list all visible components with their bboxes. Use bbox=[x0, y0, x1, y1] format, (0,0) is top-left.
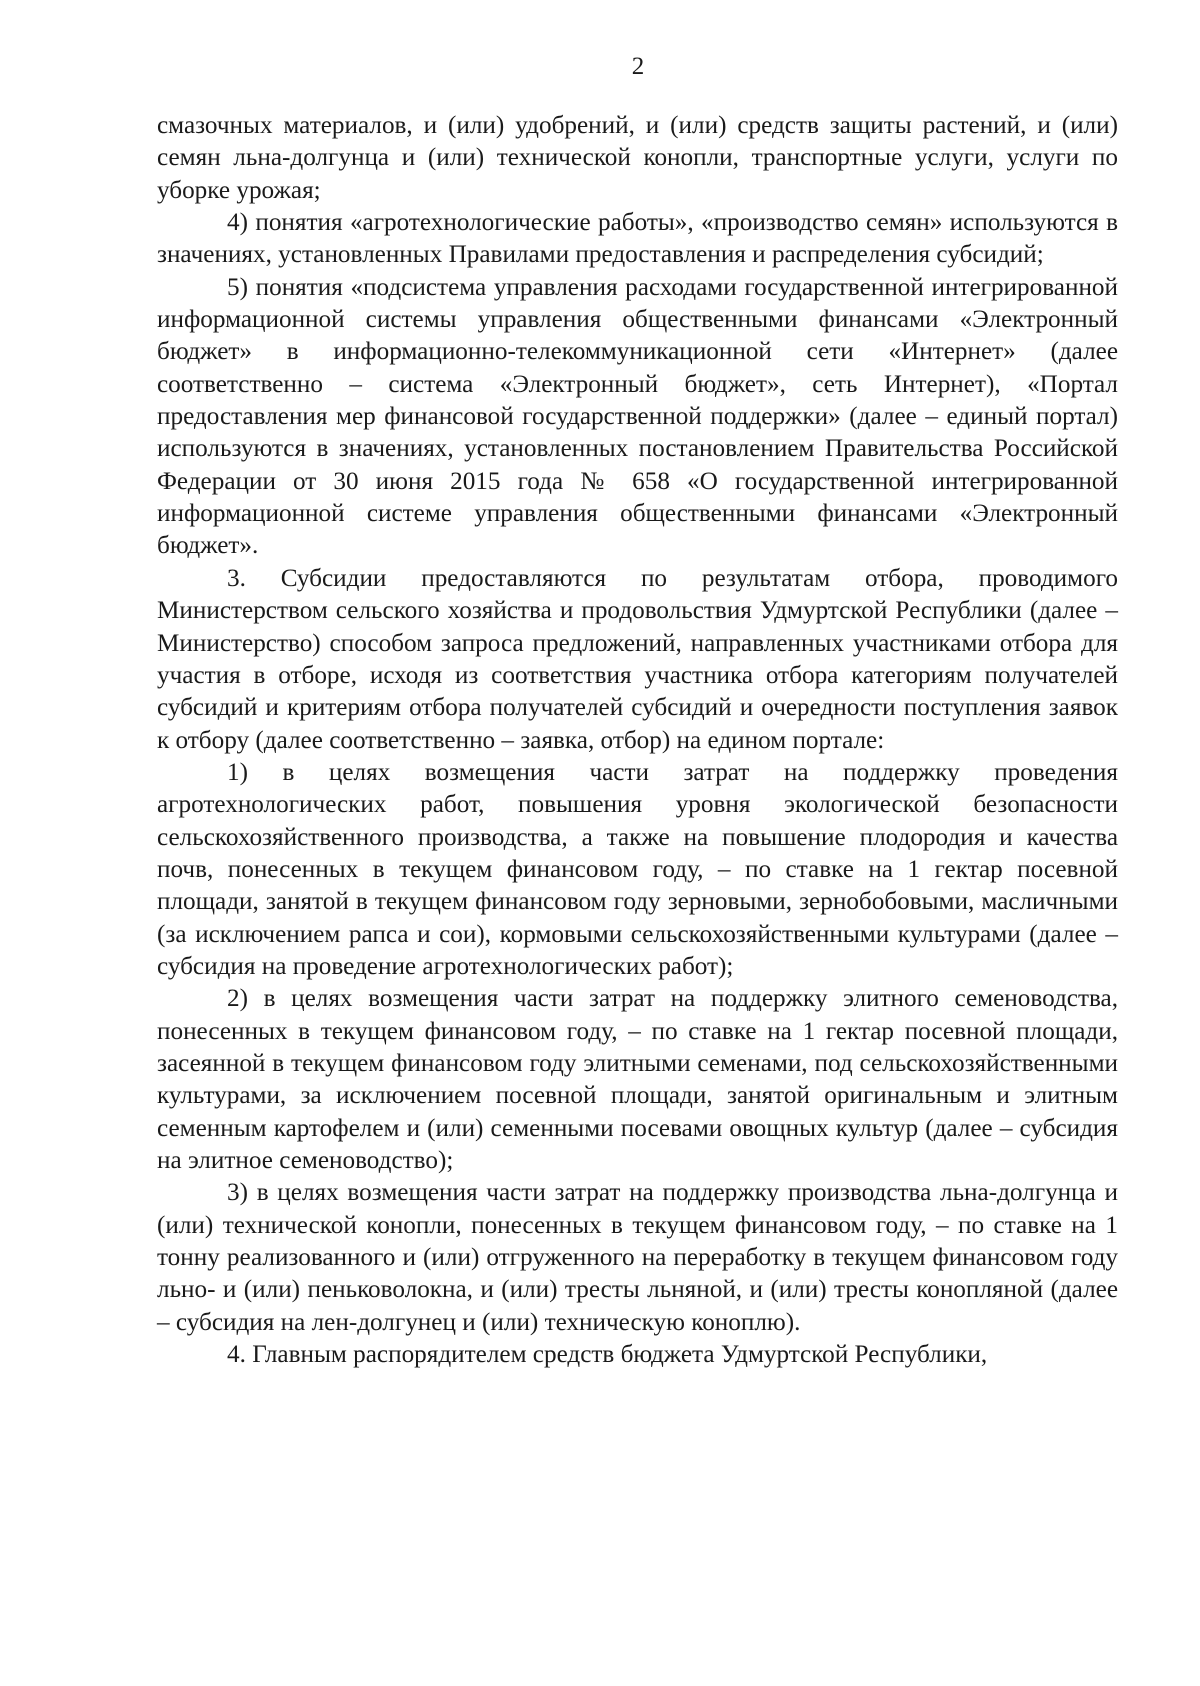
paragraph-subitem-2: 2) в целях возмещения части затрат на поддержку элитного семеноводства, понесенных в текущем финансовом году, – по ставке на 1 гектар посевной площади, засеянной в текущем финансовом году элитными семенами, под сельскохозяйственными культурами, за исключением посевной площади, занятой оригинальным и элитным семенным картофелем и (или) семенными посевами овощных культур (далее – субсидия на элитное семеноводство); bbox=[157, 985, 1118, 1174]
document-body bbox=[157, 110, 1118, 1371]
page-number: 2 bbox=[631, 53, 645, 80]
paragraph-continuation: смазочных материалов, и (или) удобрений, и (или) средств защиты растений, и (или) семян льна-долгунца и (или) технической конопли, транспортные услуги, услуги по уборке урожая; bbox=[157, 112, 1118, 204]
paragraph-clause-4: 4. Главным распорядителем средств бюджета Удмуртской Республики, bbox=[227, 1341, 988, 1369]
paragraph-item-5: 5) понятия «подсистема управления расходами государственной интегрированной информационной системы управления общественными финансами «Электронный бюджет» в информационно-телекоммуникационной сети «Интернет» (далее соответственно – система «Электронный бюджет», сеть Интернет), «Портал предоставления мер финансовой государственной поддержки» (далее – единый портал) используются в значениях, установленных постановлением Правительства Российской Федерации от 30 июня 2015 года № 658 «О государственной интегрированной информационной системе управления общественными финансами «Электронный бюджет». bbox=[157, 273, 1118, 560]
paragraph-item-4: 4) понятия «агротехнологические работы», «производство семян» используются в значениях, установленных Правилами предоставления и распределения субсидий; bbox=[157, 209, 1118, 269]
paragraph-clause-3: 3. Субсидии предоставляются по результатам отбора, проводимого Министерством сельского хозяйства и продовольствия Удмуртской Республики (далее – Министерство) способом запроса предложений, направленных участниками отбора для участия в отборе, исходя из соответствия участника отбора категориям получателей субсидий и критериям отбора получателей субсидий и очередности поступления заявок к отбору (далее соответственно – заявка, отбор) на едином портале: bbox=[157, 564, 1118, 754]
paragraph-subitem-3: 3) в целях возмещения части затрат на поддержку производства льна-долгунца и (или) технической конопли, понесенных в текущем финансовом году, – по ставке на 1 тонну реализованного и (или) отгруженного на переработку в текущем финансовом году льно- и (или) пеньковолокна, и (или) тресты льняной, и (или) тресты конопляной (далее – субсидия на лен-долгунец и (или) техническую коноплю). bbox=[157, 1179, 1118, 1336]
paragraph-subitem-1: 1) в целях возмещения части затрат на поддержку проведения агротехнологических работ, повышения уровня экологической безопасности сельскохозяйственного производства, а также на повышение плодородия и качества почв, понесенных в текущем финансовом году, – по ставке на 1 гектар посевной площади, занятой в текущем финансовом году зерновыми, зернобобовыми, масличными (за исключением рапса и сои), кормовыми сельскохозяйственными культурами (далее – субсидия на проведение агротехнологических работ); bbox=[157, 758, 1118, 980]
